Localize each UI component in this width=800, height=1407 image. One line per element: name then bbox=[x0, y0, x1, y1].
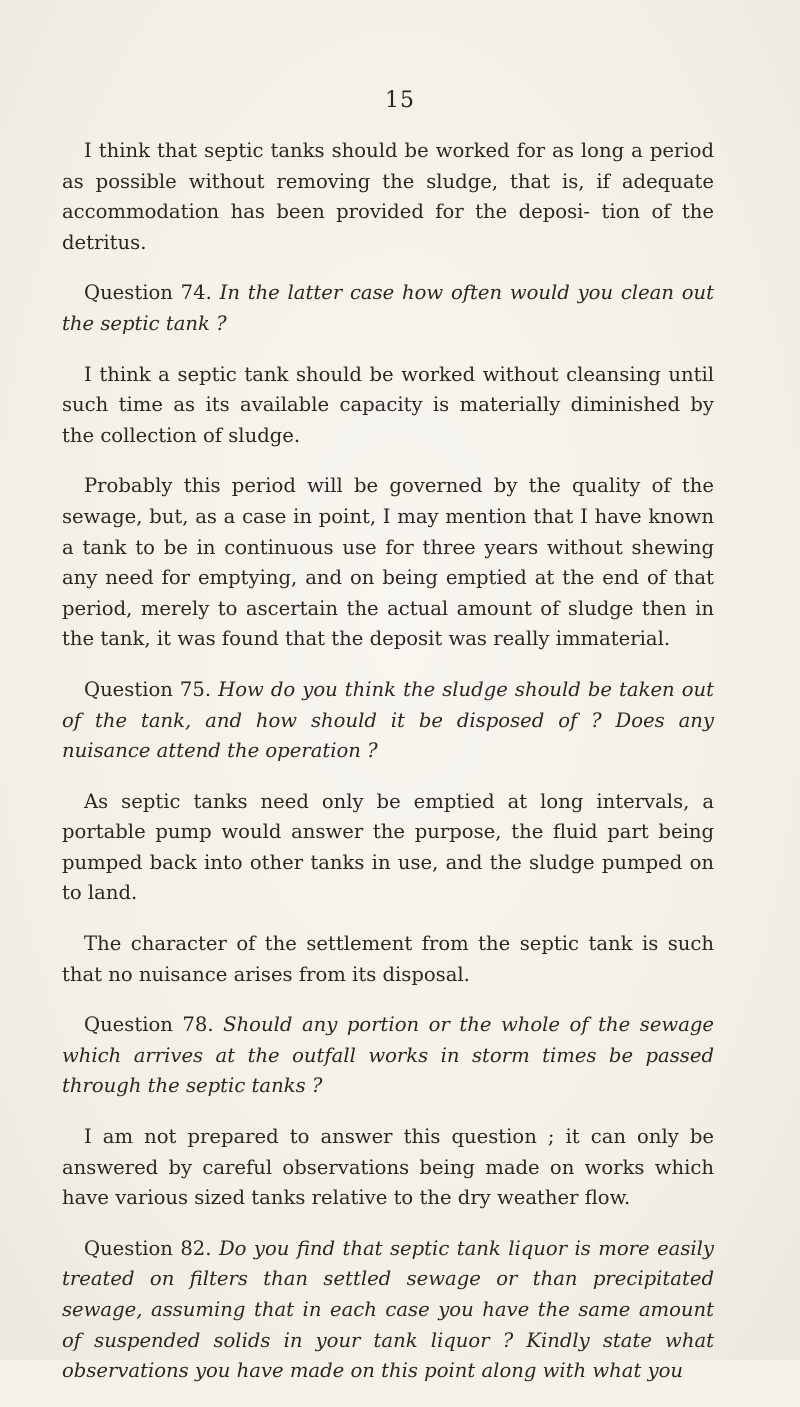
page-number: 15 bbox=[385, 88, 415, 113]
question-label: Question 74. bbox=[84, 281, 212, 305]
answer-text: As septic tanks need only be emptied at long intervals, a portable pump would answer the purpose, the fluid part being pumped back into other tanks in use, and the sludge pumped on to land. bbox=[62, 789, 714, 905]
answer-text: The character of the settlement from the septic tank is such that no nuisance arises from its disposal. bbox=[62, 932, 714, 986]
question-paragraph-82 bbox=[62, 1234, 714, 1387]
answer-text: I think a septic tank should be worked without cleansing until such time as its available capacity is materially diminished by the collection of sludge. bbox=[62, 362, 714, 447]
answer-paragraph bbox=[62, 471, 714, 655]
answer-text: I am not prepared to answer this question ; it can only be answered by careful observations being made on works which have various sized tanks relative to the dry weather flow. bbox=[62, 1125, 714, 1210]
question-paragraph-78 bbox=[62, 1010, 714, 1102]
body-text bbox=[62, 136, 714, 1407]
answer-paragraph bbox=[62, 136, 714, 258]
question-text: Do you find that septic tank liquor is more easily treated on filters than settled sewage or than precipitated sewage, assuming that in each case you have the same amount of suspended solids in your tank liquor ? Kindly state what observations you have made on this point along with what you bbox=[62, 1236, 715, 1383]
question-text: How do you think the sludge should be taken out of the tank, and how should it be disposed of ? Does any nuisance attend the operation ? bbox=[62, 677, 715, 763]
question-label: Question 75. bbox=[84, 677, 212, 701]
question-label: Question 78. bbox=[84, 1013, 214, 1037]
answer-paragraph bbox=[62, 929, 714, 990]
answer-text: I think that septic tanks should be worked for as long a period as possible without removing the sludge, that is, if adequate accommodation has been provided for the deposi- tion of the detritus. bbox=[62, 139, 714, 254]
question-text: In the latter case how often would you clean out the septic tank ? bbox=[62, 281, 715, 335]
answer-paragraph bbox=[62, 787, 714, 909]
question-label: Question 82. bbox=[84, 1236, 212, 1260]
answer-paragraph bbox=[62, 1122, 714, 1214]
question-text: Should any portion or the whole of the sewage which arrives at the outfall works in storm times be passed through the septic tanks ? bbox=[62, 1013, 715, 1098]
question-paragraph-75 bbox=[62, 675, 714, 767]
question-paragraph-74 bbox=[62, 278, 714, 339]
answer-paragraph bbox=[62, 360, 714, 452]
answer-text: Probably this period will be governed by the quality of the sewage, but, as a case in point, I may mention that I have known a tank to be in continuous use for three years without shewing any need for emptying, and on being emptied at the end of that period, merely to ascertain the actual amount of sludge then in the tank, it was found that the deposit was really immaterial. bbox=[62, 474, 714, 651]
